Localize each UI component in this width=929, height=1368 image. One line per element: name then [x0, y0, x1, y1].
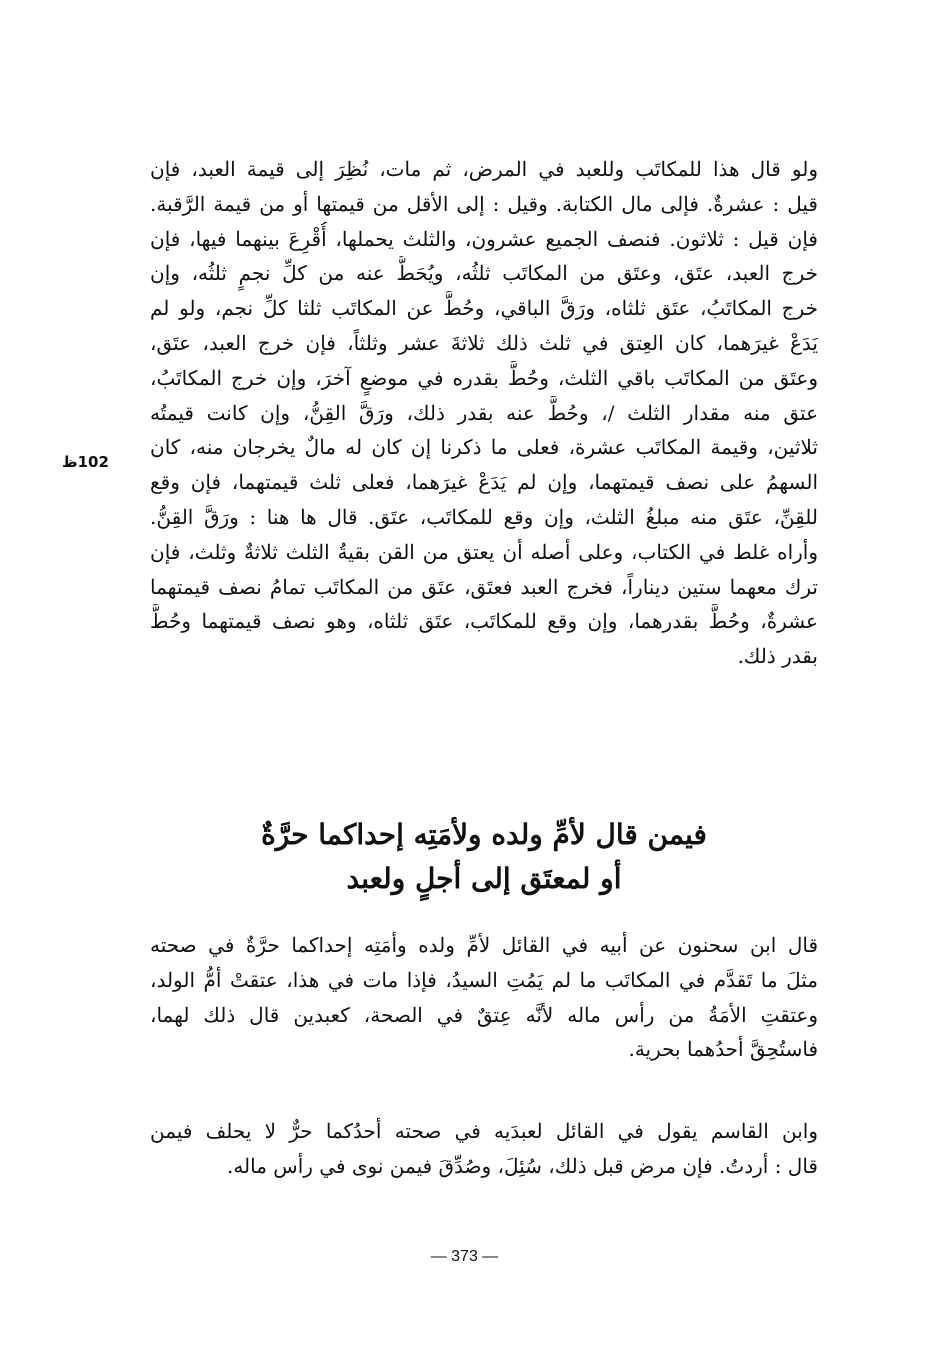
text-line: خرج العبد، عتَق، وعتَق من المكاتَب ثلثُه، ويُحَطُّ عنه من كلِّ نجمٍ ثلثُه، وإن — [150, 261, 818, 286]
text-line: بقدر ذلك. — [737, 644, 818, 669]
margin-folio-note: 102ظ — [62, 453, 109, 471]
paragraph-2 — [150, 928, 818, 1067]
section-heading-line-1: فيمن قال لأمِّ ولده ولأمَتِه إحداكما حرَّةٌ — [261, 818, 707, 851]
text-line: وأراه غلط في الكتاب، وعلى أصله أن يعتق من القن بقيةُ الثلث ثلاثةٌ وثلث، فإن — [150, 539, 818, 564]
text-line: السهمُ على نصف قيمتهما، وإن لم يَدَعْ غيرَهما، فعلى ثلث قيمتهما، فإن وقع — [150, 470, 818, 495]
page-number: — 373 — — [430, 1248, 499, 1265]
text-line: عتق منه مقدار الثلث /، وحُطَّ عنه بقدر ذلك، ورَقَّ القِنُّ، وإن كانت قيمتُه — [150, 400, 818, 425]
text-line: وابن القاسم يقول في القائل لعبدَيه في صحته أحدُكما حرٌّ لا يحلف فيمن — [150, 1119, 818, 1143]
paragraph-3 — [150, 1114, 818, 1184]
text-line: قيل : عشرةٌ. فإلى مال الكتابة. وقيل : إلى الأقل من قيمتها أو من قيمة الرَّقبة. — [150, 191, 818, 216]
text-line: ثلاثين، وقيمة المكاتَب عشرة، فعلى ما ذكرنا إن كان له مالٌ يخرجان منه، كان — [150, 435, 818, 460]
text-line: وعتقتِ الأمَةُ من رأس ماله لأنَّه عِتقٌ في الصحة، كعبدين قال ذلك لهما، — [150, 1002, 818, 1027]
text-line: خرج المكاتَبُ، عتَق ثلثاه، ورَقَّ الباقي، وحُطَّ عن المكاتَب ثلثا كلِّ نجم، ولو لم — [150, 296, 818, 321]
text-line: وعتَق من المكاتَب باقي الثلث، وحُطَّ بقدره في موضعٍ آخرَ، وإن خرج المكاتَبُ، — [150, 365, 818, 390]
paragraph-1 — [150, 152, 818, 674]
text-line: للقِنِّ، عتَق منه مبلغُ الثلث، وإن وقع للمكاتَب، عتَق. قال ها هنا : ورَقَّ القِنُّ. — [150, 504, 818, 529]
section-heading-line-2: أو لمعتَق إلى أجلٍ ولعبد — [346, 862, 622, 895]
text-line: يَدَعْ غيرَهما، كان العِتق في ثلث ذلك ثلاثةَ عشر وثلثاً، فإن خرج العبد، عتَق، — [150, 330, 818, 355]
text-line: فاستُحِقَّ أحدُهما بحرية. — [628, 1037, 818, 1062]
text-line: ترك معهما ستين ديناراً، فخرج العبد فعتَق، عتَق من المكاتَب تمامُ نصف قيمتهما — [150, 574, 818, 599]
text-line: فإن قيل : ثلاثون. فنصف الجميع عشرون، والثلث يحملها، أُقْرِعَ بينهما فيها، فإن — [150, 226, 818, 251]
text-line: ولو قال هذا للمكاتَب وللعبد في المرض، ثم مات، نُظِرَ إلى قيمة العبد، فإن — [150, 157, 818, 181]
text-line: عشرةٌ، وحُطَّ بقدرهما، وإن وقع للمكاتَب، عتَق ثلثاه، وهو نصف قيمتهما وحُطَّ — [150, 609, 818, 634]
text-line: مثلَ ما تَقدَّم في المكاتَب ما لم يَمُتِ السيدُ، فإذا مات في هذا، عتقتْ أمُّ الولد، — [150, 967, 818, 992]
text-line: قال : أردتُ. فإن مرض قبل ذلك، سُئِلَ، وصُدِّقَ فيمن نوى في رأس ماله. — [226, 1153, 818, 1178]
text-line: قال ابن سحنون عن أبيه في القائل لأمِّ ولده وأمَتِه إحداكما حرَّةٌ في صحته — [150, 933, 818, 957]
